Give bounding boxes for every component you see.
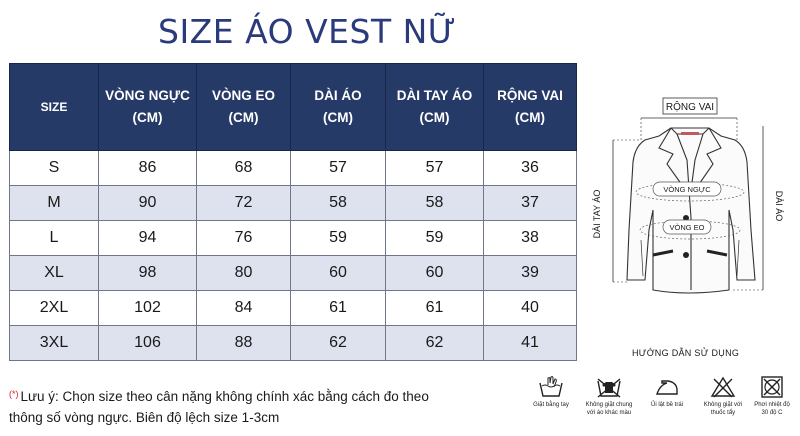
table-cell: 61 (386, 291, 484, 326)
note-line-2: thông số vòng ngực. Biên độ lệch size 1-3cm (9, 410, 280, 425)
table-cell: 61 (291, 291, 386, 326)
table-cell: 98 (99, 256, 197, 291)
table-cell: 80 (197, 256, 291, 291)
table-cell: M (10, 186, 99, 221)
table-cell: 59 (386, 221, 484, 256)
care-item-separate-colors (581, 376, 637, 417)
note-asterisk: (*) (9, 389, 19, 399)
table-cell: S (10, 151, 99, 186)
table-cell: 2XL (10, 291, 99, 326)
header-waist: VÒNG EO (CM) (197, 64, 291, 151)
sleeve-label: DÀI TAY ÁO (592, 189, 602, 239)
table-row (10, 326, 577, 361)
care-item-dry (744, 376, 800, 417)
table-cell: 40 (484, 291, 577, 326)
table-cell: 72 (197, 186, 291, 221)
table-row (10, 151, 577, 186)
table-cell: 62 (386, 326, 484, 361)
table-cell: 41 (484, 326, 577, 361)
table-row (10, 291, 577, 326)
shoulder-label: RỘNG VAI (665, 102, 715, 113)
table-row (10, 256, 577, 291)
table-cell: 94 (99, 221, 197, 256)
waist-label: VÒNG EO (669, 223, 705, 232)
table-cell: 36 (484, 151, 577, 186)
table-cell: 60 (291, 256, 386, 291)
table-cell: 86 (99, 151, 197, 186)
care-label: Giặt bằng tay (533, 402, 569, 408)
care-label: Ủi lật bề trái (650, 402, 683, 408)
table-cell: 84 (197, 291, 291, 326)
hand-wash-icon (538, 376, 564, 398)
size-table (9, 63, 577, 361)
table-cell: 57 (291, 151, 386, 186)
iron-icon (654, 376, 680, 398)
jacket-illustration (627, 128, 755, 293)
table-header-row (10, 64, 577, 151)
table-row (10, 221, 577, 256)
table-cell: 90 (99, 186, 197, 221)
care-item-hand-wash (523, 376, 579, 409)
jacket-measurement-diagram (583, 90, 793, 305)
header-chest: VÒNG NGỰC (CM) (99, 64, 197, 151)
note-line-1: Lưu ý: Chọn size theo cân nặng không chính xác bằng cách đo theo (20, 389, 429, 404)
care-label: Không giặt với thuốc tẩy (703, 402, 743, 416)
chest-label: VÒNG NGỰC (663, 185, 711, 194)
length-label: DÀI ÁO (774, 190, 784, 222)
table-cell: 3XL (10, 326, 99, 361)
care-label: Phơi nhiệt độ 30 độ C (754, 402, 790, 416)
table-row (10, 186, 577, 221)
header-size: SIZE (10, 64, 99, 151)
table-cell: 76 (197, 221, 291, 256)
table-cell: 58 (386, 186, 484, 221)
table-cell: L (10, 221, 99, 256)
table-cell: 37 (484, 186, 577, 221)
table-cell: 59 (291, 221, 386, 256)
care-label: Không giặt chung với áo khác màu (585, 402, 633, 416)
do-not-wash-together-icon (596, 376, 622, 398)
do-not-bleach-icon (710, 376, 736, 398)
table-cell: 39 (484, 256, 577, 291)
page-title: SIZE ÁO VEST NỮ (158, 12, 457, 51)
table-cell: 102 (99, 291, 197, 326)
table-cell: 106 (99, 326, 197, 361)
usage-guide-title: HƯỚNG DẪN SỬ DỤNG (632, 348, 740, 358)
care-item-no-bleach (695, 376, 751, 417)
header-shoulder: RỘNG VAI (CM) (484, 64, 577, 151)
table-cell: 88 (197, 326, 291, 361)
table-cell: 58 (291, 186, 386, 221)
dry-temperature-icon (759, 376, 785, 398)
care-item-iron (639, 376, 695, 409)
table-cell: XL (10, 256, 99, 291)
header-length: DÀI ÁO (CM) (291, 64, 386, 151)
table-cell: 57 (386, 151, 484, 186)
table-cell: 60 (386, 256, 484, 291)
table-cell: 38 (484, 221, 577, 256)
table-cell: 68 (197, 151, 291, 186)
header-sleeve: DÀI TAY ÁO (CM) (386, 64, 484, 151)
size-note (9, 386, 489, 428)
table-cell: 62 (291, 326, 386, 361)
